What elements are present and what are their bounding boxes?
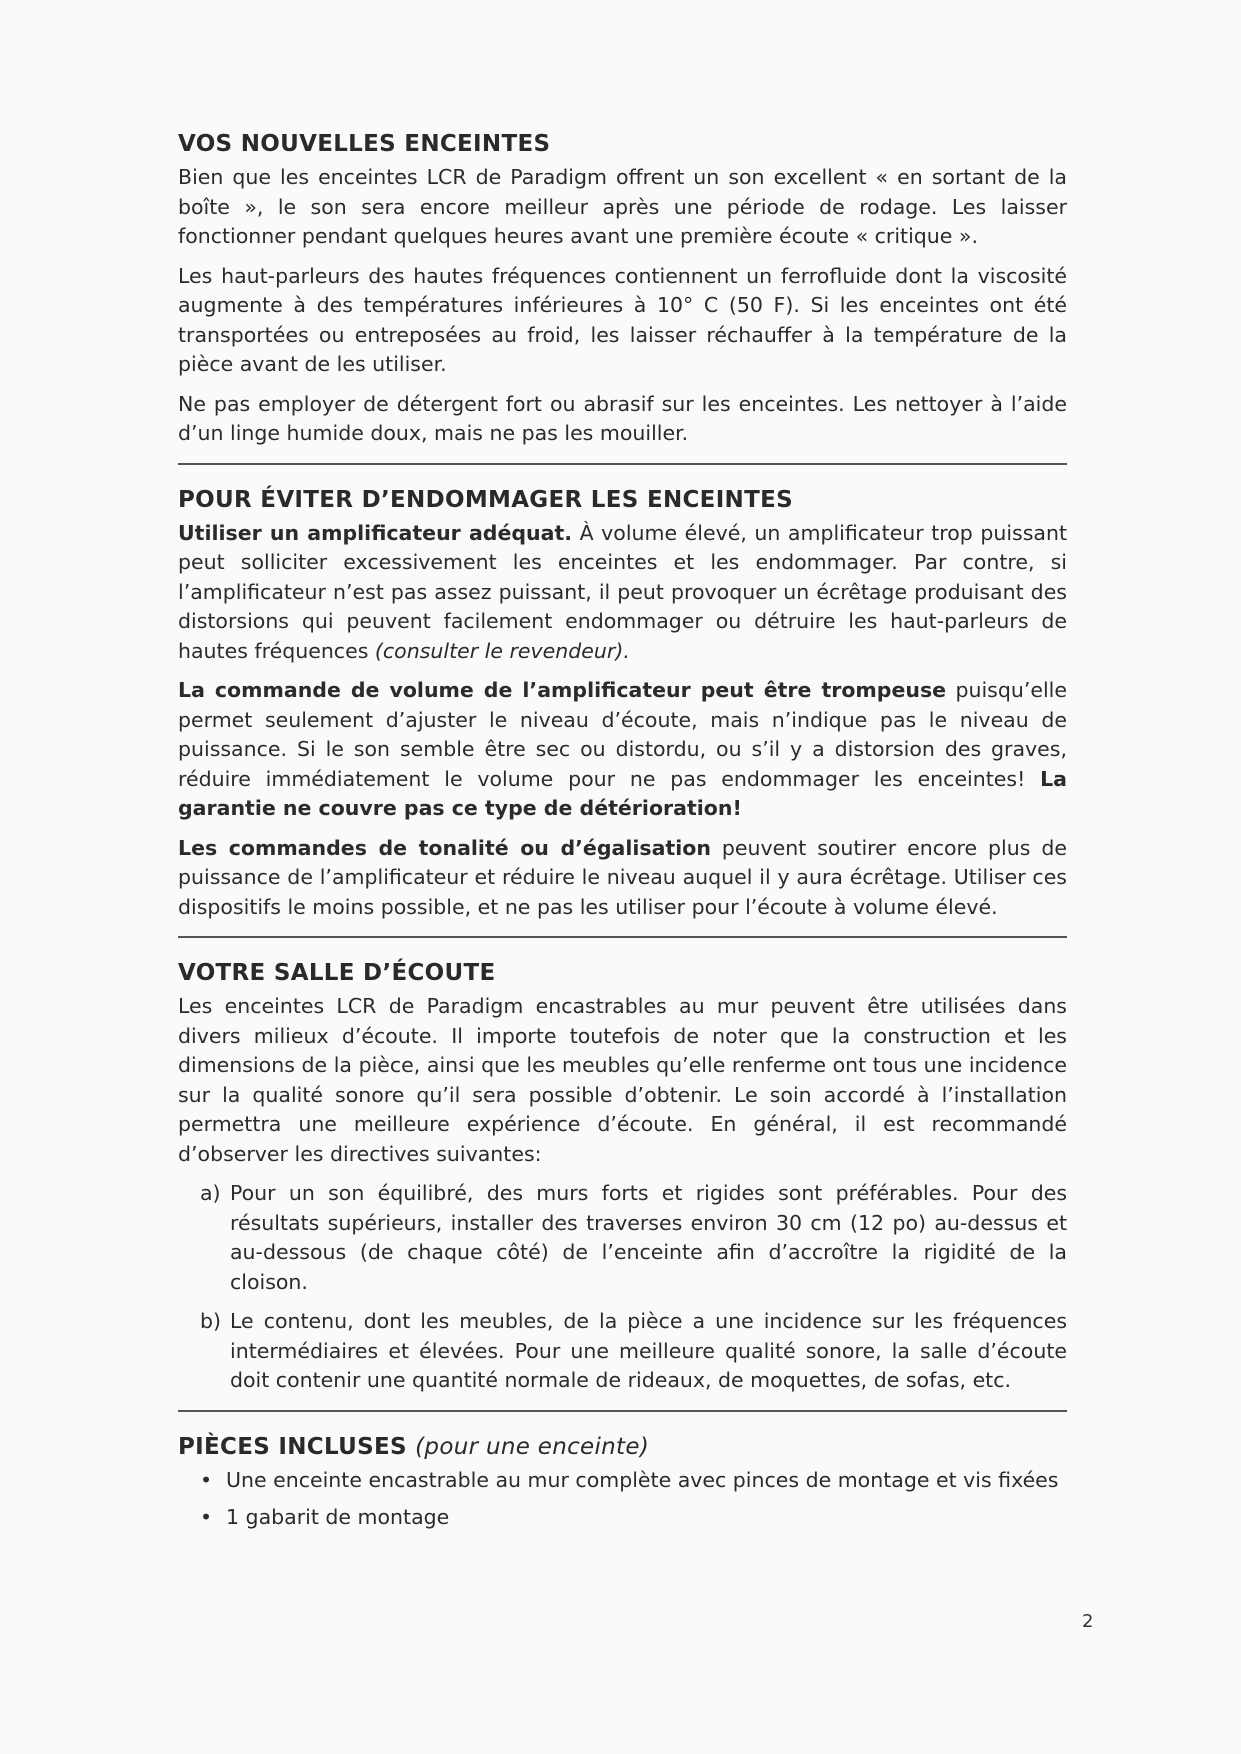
paragraph-text: À volume élevé, un amplificateur trop puissant peut solliciter excessivement les enceintes et les endommager. Par contre, si l’amplificateur n’est pas assez puissant, il peut provoquer un écrêtage produisant des distorsions qui peuvent facilement endommager ou détruire les haut-parleurs de hautes fréquences <box>178 520 1067 663</box>
paragraph <box>178 519 1067 667</box>
bold-lead: Utiliser un amplificateur adéquat. <box>178 520 573 545</box>
section-new-speakers <box>178 131 1067 449</box>
bullet: • <box>200 1467 213 1492</box>
paragraph: Bien que les enceintes LCR de Paradigm offrent un son excellent « en sortant de la boîte », le son sera encore meilleur après une période de rodage. Les laisser fonctionner pendant quelques heures avant une première écoute « critique ». <box>178 165 1067 248</box>
paragraph: Les haut-parleurs des hautes fréquences contiennent un ferrofluide dont la viscosité augmente à des températures inférieures à 10° C (50 F). Si les enceintes ont été transportées ou entreposées au froid, les laisser réchauffer à la température de la pièce avant de les utiliser. <box>178 263 1067 376</box>
page-number: 2 <box>1082 1611 1094 1632</box>
list-item <box>200 1466 1067 1496</box>
section-title <box>178 1434 1067 1460</box>
paragraph <box>178 676 1067 824</box>
section-included-parts <box>178 1434 1067 1533</box>
list-item-text: 1 gabarit de montage <box>226 1505 450 1529</box>
list-item-text: Le contenu, dont les meubles, de la pièce a une incidence sur les fréquences intermédiaires et élevées. Pour une meilleure qualité sonore, la salle d’écoute doit contenir une quantité normale de rideaux, de moquettes, de sofas, etc. <box>230 1309 1067 1392</box>
guidelines-list <box>178 1179 1067 1396</box>
page-content <box>178 131 1067 1541</box>
bold-lead: Les commandes de tonalité ou d’égalisation <box>178 835 711 860</box>
list-item <box>200 1307 1067 1396</box>
section-title: POUR ÉVITER D’ENDOMMAGER LES ENCEINTES <box>178 486 793 513</box>
section-avoid-damage <box>178 487 1067 923</box>
section-divider <box>178 936 1067 938</box>
bullet: • <box>200 1505 213 1529</box>
section-title: VOS NOUVELLES ENCEINTES <box>178 131 551 157</box>
paragraph <box>178 834 1067 923</box>
paragraph-text: peuvent soutirer encore plus de puissance de l’amplificateur et réduire le niveau auquel il y aura écrêtage. Utiliser ces dispositifs le moins possible, et ne pas les utiliser pour l’écoute à volume élevé. <box>178 835 1067 919</box>
list-item-text: Pour un son équilibré, des murs forts et rigides sont préférables. Pour des résultats supérieurs, installer des traverses environ 30 cm (12 po) au-dessus et au-dessous (de chaque côté) de l’enceinte afin d’accroître la rigidité de la cloison. <box>230 1181 1067 1294</box>
list-item-text: Une enceinte encastrable au mur complète avec pinces de montage et vis fixées <box>226 1467 1059 1492</box>
section-divider <box>178 463 1067 465</box>
paragraph-text: puisqu’elle permet seulement d’ajuster le niveau d’écoute, mais n’indique pas le niveau de puissance. Si le son semble être sec ou distordu, ou s’il y a distorsion des graves, réduire immédiatement le volume pour ne pas endommager les enceintes! <box>178 678 1067 791</box>
list-item <box>200 1503 1067 1533</box>
list-marker: b) <box>200 1309 222 1333</box>
warranty-warning: La garantie ne couvre pas ce type de détérioration! <box>178 766 1067 820</box>
paragraph: Les enceintes LCR de Paradigm encastrables au mur peuvent être utilisées dans divers milieux d’écoute. Il importe toutefois de noter que la construction et les dimensions de la pièce, ainsi que les meubles qu’elle renferme ont tous une incidence sur la qualité sonore qu’il sera possible d’obtenir. Le soin accordé à l’installation permettra une meilleure expérience d’écoute. En général, il est recommandé d’observer les directives suivantes: <box>178 994 1067 1166</box>
section-divider <box>178 1410 1067 1412</box>
section-listening-room <box>178 960 1067 1396</box>
paragraph: Ne pas employer de détergent fort ou abrasif sur les enceintes. Les nettoyer à l’aide d’un linge humide doux, mais ne pas les mouiller. <box>178 391 1067 445</box>
italic-note: (consulter le revendeur). <box>374 638 630 663</box>
included-parts-list <box>178 1466 1067 1533</box>
section-title: VOTRE SALLE D’ÉCOUTE <box>178 960 496 986</box>
section-subtitle: (pour une enceinte) <box>415 1433 650 1460</box>
section-title-main: PIÈCES INCLUSES <box>178 1433 407 1460</box>
list-item <box>200 1179 1067 1297</box>
list-marker: a) <box>200 1181 221 1205</box>
bold-lead: La commande de volume de l’amplificateur peut être trompeuse <box>178 678 947 702</box>
